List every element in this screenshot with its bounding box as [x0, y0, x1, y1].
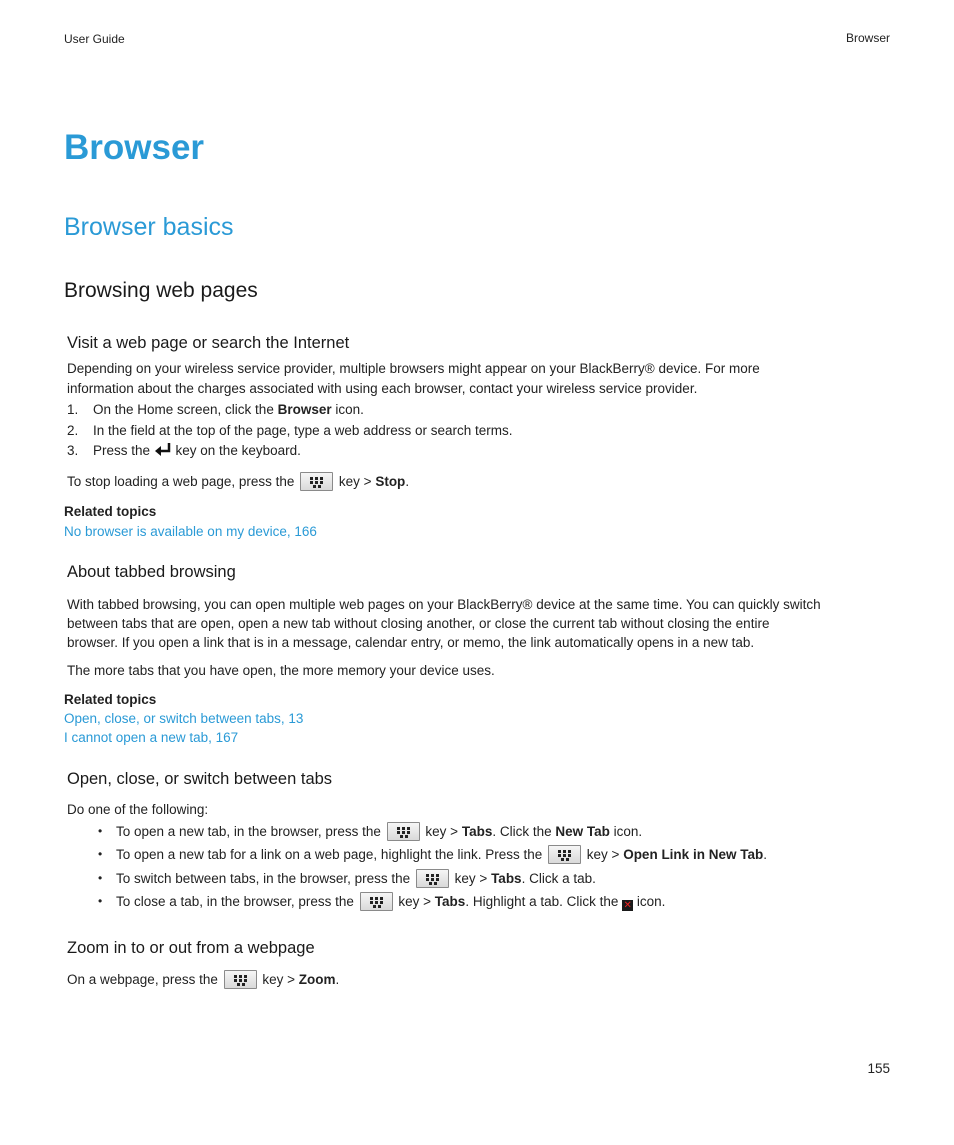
menu-key-icon — [224, 970, 257, 989]
menu-key-icon — [387, 822, 420, 841]
step-number: 2. — [67, 423, 79, 438]
page-number: 155 — [867, 1061, 890, 1076]
visit-heading: Visit a web page or search the Internet — [67, 334, 350, 352]
tabs-heading: Open, close, or switch between tabs — [67, 770, 333, 788]
bullet-glyph: • — [98, 871, 103, 885]
section-heading: Browser basics — [64, 213, 234, 241]
menu-key-icon — [416, 869, 449, 888]
menu-key-icon — [360, 892, 393, 911]
visit-intro-line-1: Depending on your wireless service provider, multiple browsers might appear on your BlackBerry® device. For more — [67, 361, 760, 376]
tabbed-para-2: The more tabs that you have open, the more memory your device uses. — [67, 663, 495, 678]
tabs-bullet-switch: To switch between tabs, in the browser, press the key > Tabs. Click a tab. — [116, 871, 596, 886]
bullet-glyph: • — [98, 894, 103, 908]
page-title: Browser — [64, 128, 205, 167]
menu-key-icon — [300, 472, 333, 491]
header-left: User Guide — [64, 32, 125, 46]
step-number: 3. — [67, 443, 79, 458]
stop-label: Stop — [375, 474, 406, 489]
step-text: On the Home screen, click the — [93, 402, 278, 417]
browser-icon-label: Browser — [277, 402, 332, 417]
zoom-label: Zoom — [298, 972, 336, 987]
enter-key-icon — [154, 442, 172, 458]
related-topics-label: Related topics — [64, 504, 157, 519]
visit-step-3 — [67, 441, 301, 460]
tabs-intro: Do one of the following: — [67, 802, 209, 817]
step-text: icon. — [331, 402, 364, 417]
visit-step-2 — [67, 421, 513, 440]
bullet-glyph: • — [98, 824, 103, 838]
menu-key-icon — [548, 845, 581, 864]
related-link-no-browser[interactable]: No browser is available on my device, 166 — [64, 524, 317, 539]
stop-loading-line: To stop loading a web page, press the key > Stop. — [67, 474, 410, 489]
tabbed-para-line-1: With tabbed browsing, you can open multiple web pages on your BlackBerry® device at the same time. You can quickly switch — [67, 597, 821, 612]
tabbed-para-line-3: browser. If you open a link that is in a message, calendar entry, or memo, the link automatically opens in a new tab. — [67, 635, 755, 650]
tabbed-heading: About tabbed browsing — [67, 563, 236, 581]
visit-step-1 — [67, 400, 364, 419]
header-right: Browser — [845, 31, 890, 45]
tabs-bullet-open-new: To open a new tab, in the browser, press the key > Tabs. Click the New Tab icon. — [116, 824, 643, 839]
related-topics-label: Related topics — [64, 692, 157, 707]
step-text: Press the — [93, 443, 154, 458]
related-link-cannot-open-tab[interactable]: I cannot open a new tab, 167 — [64, 730, 239, 745]
related-link-open-close-tabs[interactable]: Open, close, or switch between tabs, 13 — [64, 711, 304, 726]
bullet-glyph: • — [98, 847, 103, 861]
tabbed-para-line-2: between tabs that are open, open a new tab without closing another, or close the current tab without closing the entire — [67, 616, 770, 631]
zoom-line: On a webpage, press the key > Zoom. — [67, 972, 340, 987]
tabs-bullet-open-link: To open a new tab for a link on a web page, highlight the link. Press the key > Open Link in New Tab. — [116, 847, 767, 862]
step-text: In the field at the top of the page, type a web address or search terms. — [93, 423, 513, 438]
visit-intro-line-2: information about the charges associated with using each browser, contact your wireless service provider. — [67, 381, 698, 396]
tabs-bullet-close: To close a tab, in the browser, press the key > Tabs. Highlight a tab. Click the ✕ icon. — [116, 894, 666, 911]
subsection-heading: Browsing web pages — [64, 279, 258, 302]
step-number: 1. — [67, 402, 79, 417]
close-tab-icon: ✕ — [623, 900, 632, 911]
zoom-heading: Zoom in to or out from a webpage — [67, 939, 315, 957]
step-text: key on the keyboard. — [171, 443, 301, 458]
